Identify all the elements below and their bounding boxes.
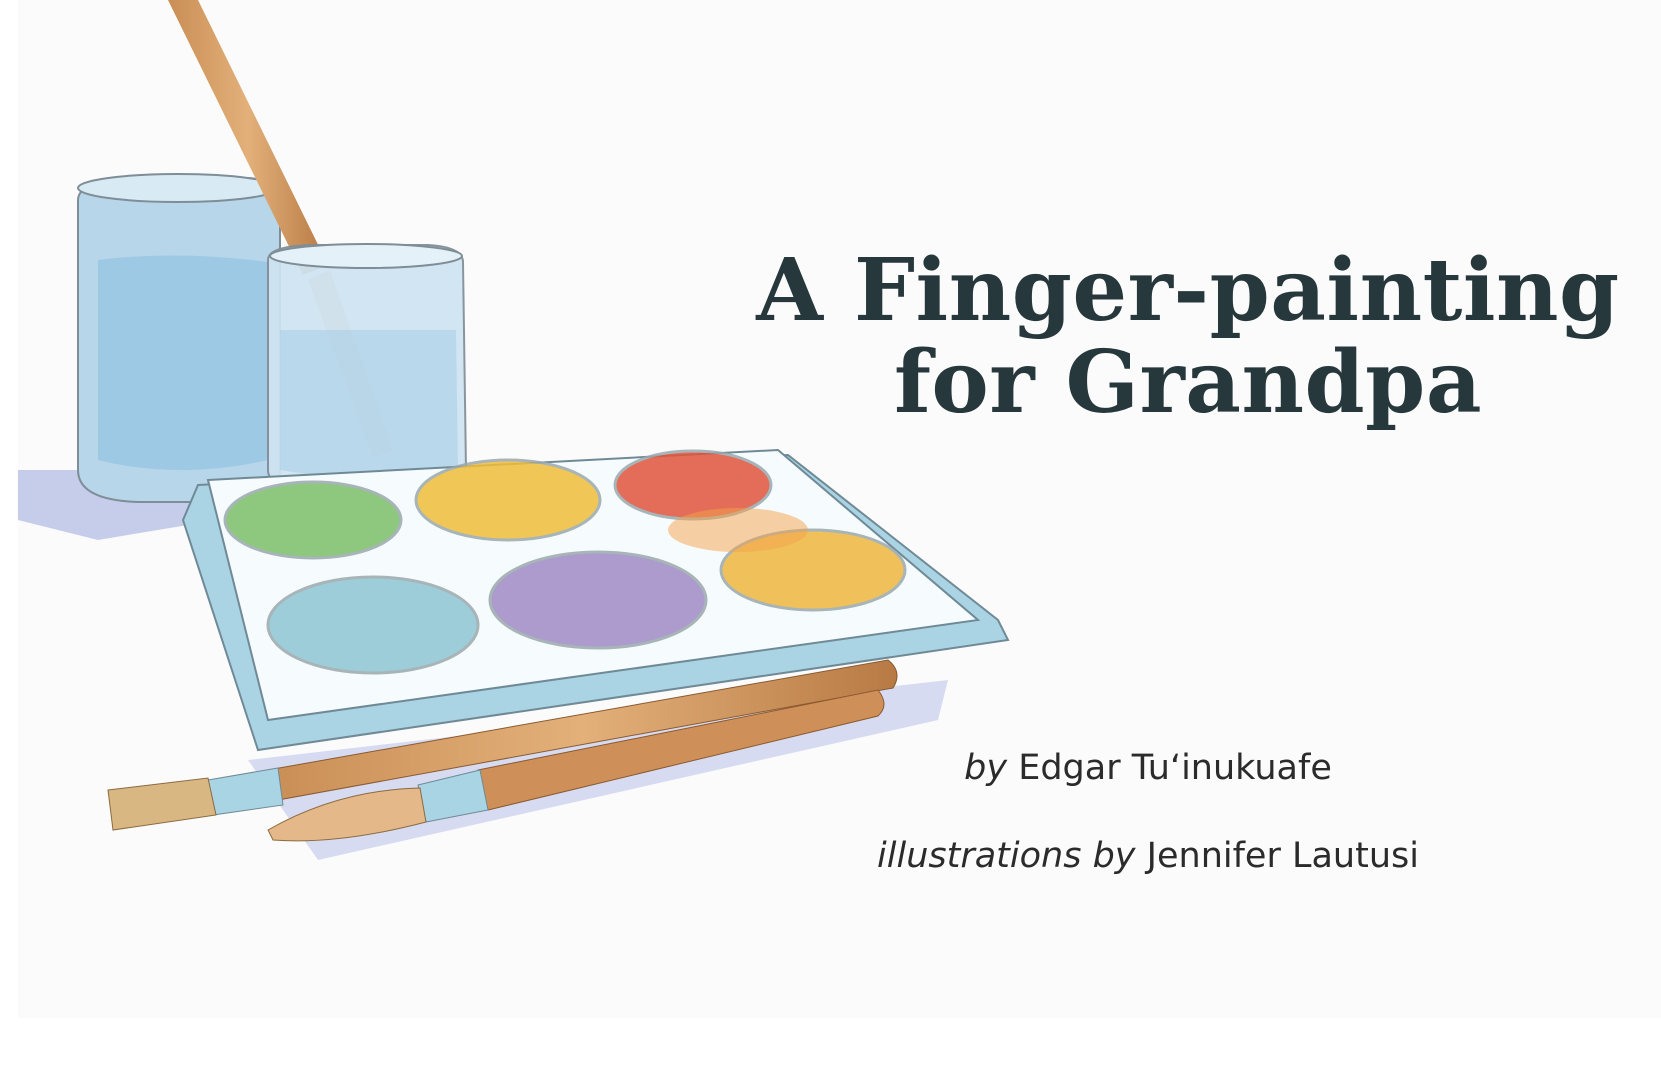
illustrator-name: Jennifer Lautusi [1146, 836, 1419, 876]
illustrator-credit [718, 836, 1578, 876]
title-line-1: A Finger-painting [756, 240, 1620, 341]
small-water-jar [268, 244, 466, 490]
paint-set-illustration [18, 0, 1118, 950]
author-name: Edgar Tu‘inukuafe [1018, 748, 1332, 788]
illustrator-prefix: illustrations by [877, 836, 1136, 876]
book-title-page [18, 0, 1661, 1018]
book-title [638, 240, 1661, 433]
title-line-2: for Grandpa [893, 332, 1483, 433]
author-prefix: by [964, 748, 1008, 788]
large-water-jar [78, 174, 280, 502]
author-credit [718, 748, 1578, 788]
